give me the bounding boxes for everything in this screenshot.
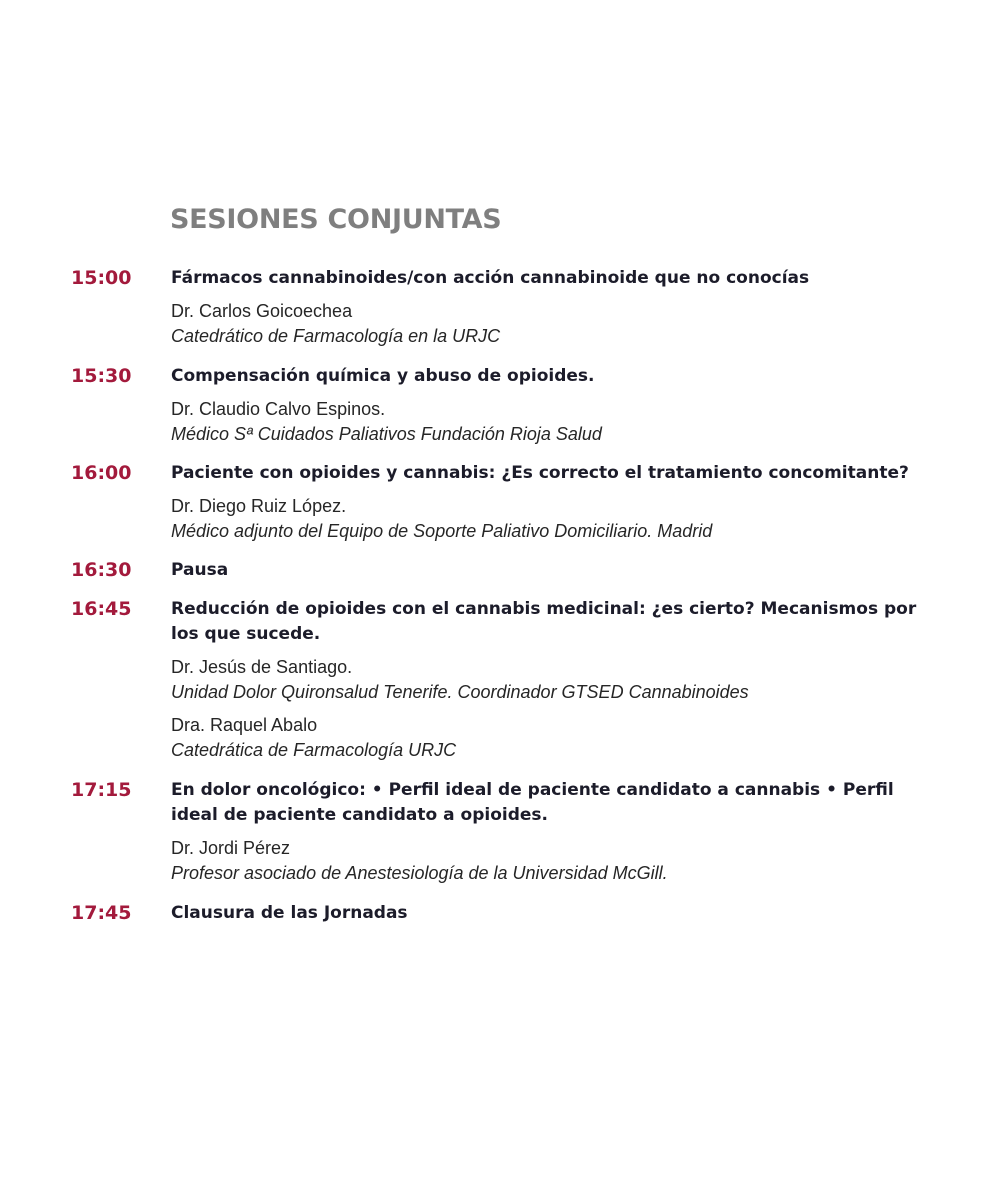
speaker [171, 299, 931, 349]
session-time: 15:30 [71, 365, 132, 387]
session-content [171, 461, 931, 544]
speaker [171, 655, 931, 705]
session-content [171, 364, 931, 447]
session-title: Pausa [171, 560, 229, 580]
speaker-role: Unidad Dolor Quironsalud Tenerife. Coordinador GTSED Cannabinoides [171, 682, 749, 702]
speaker-name: Dr. Claudio Calvo Espinos. [171, 399, 386, 419]
section-heading: SESIONES CONJUNTAS [170, 204, 502, 235]
session-time: 16:45 [71, 598, 132, 620]
session-time: 15:00 [71, 267, 132, 289]
speaker-role: Catedrático de Farmacología en la URJC [171, 326, 501, 346]
session-time: 17:15 [71, 779, 132, 801]
speaker-name: Dr. Diego Ruiz López. [171, 496, 347, 516]
session-title: En dolor oncológico: • Perfil ideal de paciente candidato a cannabis • Perfil ideal de paciente candidato a opioides. [171, 780, 894, 825]
session-content [171, 901, 931, 926]
session-content [171, 558, 931, 583]
speaker-name: Dr. Carlos Goicoechea [171, 301, 353, 321]
session-content [171, 597, 931, 763]
speaker [171, 397, 931, 447]
speaker-role: Médico Sª Cuidados Paliativos Fundación Rioja Salud [171, 424, 602, 444]
session-title: Fármacos cannabinoides/con acción cannabinoide que no conocías [171, 268, 810, 288]
session-title: Paciente con opioides y cannabis: ¿Es correcto el tratamiento concomitante? [171, 463, 909, 483]
speaker-role: Catedrática de Farmacología URJC [171, 740, 457, 760]
session-content [171, 266, 931, 349]
session-time: 17:45 [71, 902, 132, 924]
session-title: Clausura de las Jornadas [171, 903, 408, 923]
session-title: Reducción de opioides con el cannabis medicinal: ¿es cierto? Mecanismos por los que sucede. [171, 599, 917, 644]
speaker-role: Médico adjunto del Equipo de Soporte Paliativo Domiciliario. Madrid [171, 521, 713, 541]
session-content [171, 778, 931, 886]
session-time: 16:00 [71, 462, 132, 484]
speaker-role: Profesor asociado de Anestesiología de la Universidad McGill. [171, 863, 668, 883]
speaker-name: Dra. Raquel Abalo [171, 715, 318, 735]
speaker [171, 494, 931, 544]
speaker [171, 836, 931, 886]
speaker-name: Dr. Jesús de Santiago. [171, 657, 353, 677]
session-time: 16:30 [71, 559, 132, 581]
speaker-name: Dr. Jordi Pérez [171, 838, 291, 858]
speaker [171, 713, 931, 763]
session-title: Compensación química y abuso de opioides. [171, 366, 595, 386]
